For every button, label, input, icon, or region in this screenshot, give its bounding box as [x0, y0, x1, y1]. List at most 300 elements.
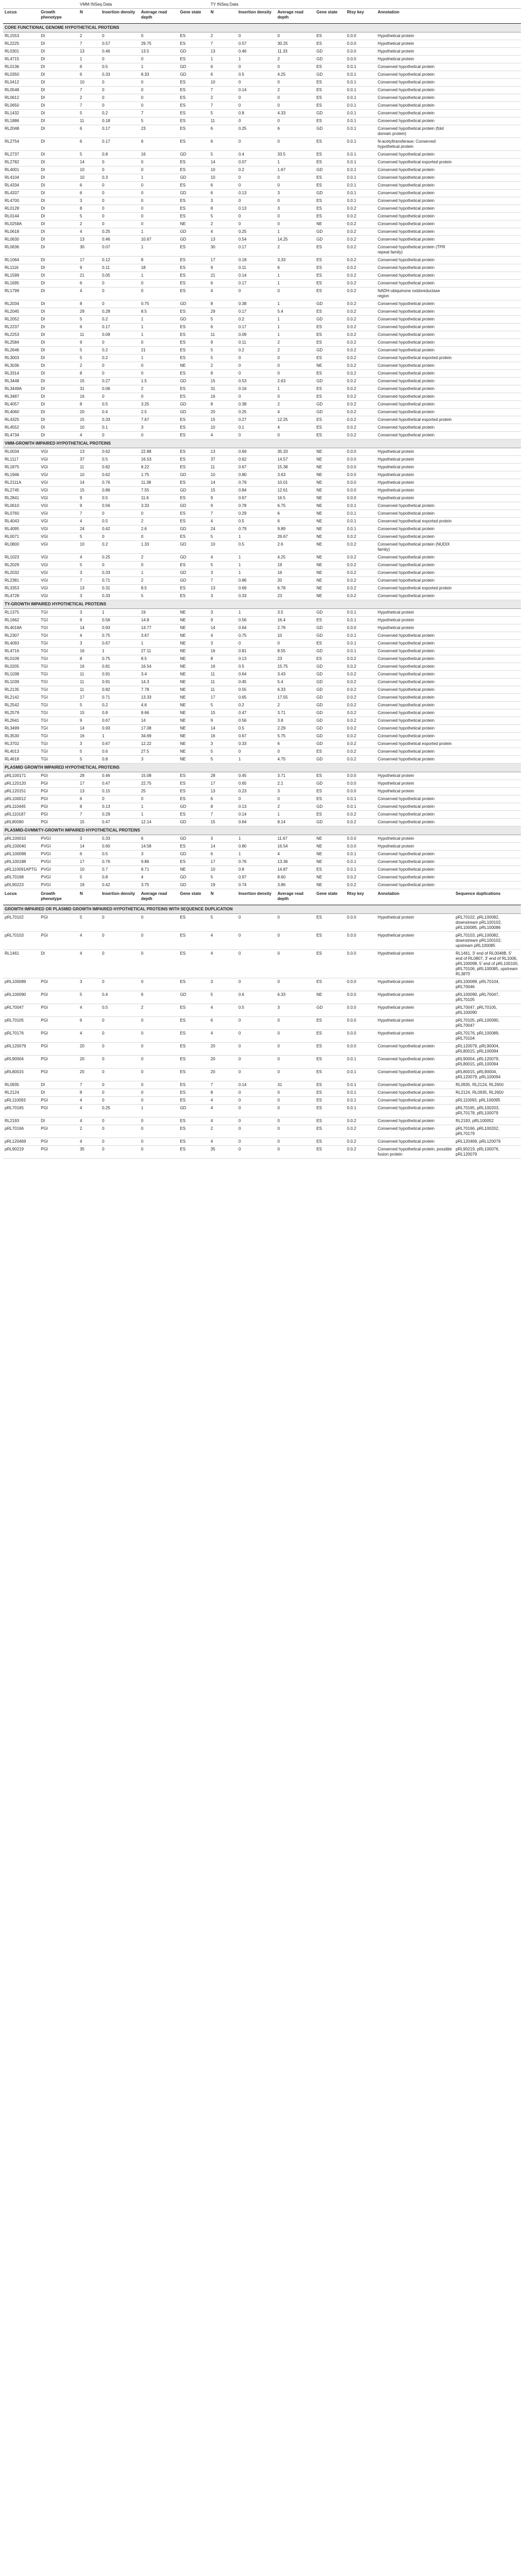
cell-gs: GD — [178, 63, 209, 71]
cell-dep2: 4.25 — [276, 71, 315, 79]
cell-locus: RL2307 — [3, 632, 39, 640]
cell-n2: 3 — [209, 569, 237, 577]
cell-n2: 3 — [209, 835, 237, 843]
cell-n: 14 — [78, 624, 100, 632]
cell-dep2: 1 — [276, 324, 315, 331]
cell-gs: ES — [178, 858, 209, 866]
cell-gs2: ES — [315, 914, 345, 932]
column-header: Average read depth — [276, 890, 315, 905]
cell-rtsy: 0.0.0 — [346, 56, 376, 63]
cell-n: 9 — [78, 717, 100, 725]
table-row — [3, 702, 521, 709]
cell-gs2: NE — [315, 479, 345, 487]
cell-seq: pRL120079, pRL90004, pRL80015, pRL100094 — [454, 1043, 521, 1056]
cell-ins: 0.56 — [100, 617, 140, 624]
cell-dep2: 0 — [276, 1017, 315, 1030]
cell-dep2: 0 — [276, 1138, 315, 1146]
cell-ann: Conserved hypothetical protein — [376, 1056, 454, 1069]
cell-locus: RL0128 — [3, 205, 39, 213]
cell-n2: 28 — [209, 772, 237, 780]
cell-gs2: ES — [315, 197, 345, 205]
cell-n2: 3 — [209, 197, 237, 205]
cell-dep: 8 — [140, 257, 179, 264]
cell-dep2: 0 — [276, 1105, 315, 1117]
cell-pheno: TGI — [39, 617, 78, 624]
cell-gs2: GD — [315, 702, 345, 709]
cell-pheno: DI — [39, 228, 78, 236]
cell-n: 5 — [78, 533, 100, 541]
cell-n: 19 — [78, 882, 100, 889]
cell-n2: 8 — [209, 803, 237, 811]
cell-gs: ES — [178, 1030, 209, 1043]
cell-gs: ES — [178, 117, 209, 125]
cell-n: 7 — [78, 1081, 100, 1089]
cell-ins2: 0 — [237, 978, 276, 991]
cell-gs2: ES — [315, 117, 345, 125]
cell-n2: 4 — [209, 432, 237, 439]
cell-locus: RL4728 — [3, 592, 39, 600]
section-title: CORE FUNCTIONAL GENOME HYPOTHETICAL PROTEINS — [3, 24, 521, 32]
cell-dep: 0.75 — [140, 300, 179, 308]
cell-gs: GD — [178, 174, 209, 182]
cell-dep2: 4.75 — [276, 756, 315, 764]
cell-dep: 2 — [140, 577, 179, 585]
column-header: Growth phenotype — [39, 890, 78, 905]
cell-ann: NADH-ubiquinone oxidoreductase region — [376, 287, 454, 300]
document — [0, 0, 524, 1160]
cell-n: 29 — [78, 308, 100, 316]
cell-ins2: 0.09 — [237, 331, 276, 339]
cell-gs: NE — [178, 686, 209, 694]
cell-dep2: 20 — [276, 577, 315, 585]
cell-ann: Hypothetical protein — [376, 617, 454, 624]
cell-ins2: 0.69 — [237, 448, 276, 456]
cell-ann: Hypothetical protein — [376, 780, 454, 788]
cell-pheno: VGI — [39, 487, 78, 495]
cell-rtsy: 0.0.2 — [346, 562, 376, 569]
cell-n: 16 — [78, 393, 100, 401]
cell-n: 3 — [78, 569, 100, 577]
table-row — [3, 125, 521, 138]
cell-n: 10 — [78, 166, 100, 174]
table-row — [3, 1146, 521, 1159]
cell-gs2: GD — [315, 632, 345, 640]
cell-n2: 6 — [209, 190, 237, 197]
cell-n2: 5 — [209, 316, 237, 324]
cell-gs2: GD — [315, 725, 345, 733]
cell-ins2: 0.14 — [237, 1081, 276, 1089]
cell-n: 5 — [78, 914, 100, 932]
cell-dep: 17.08 — [140, 725, 179, 733]
cell-ann: Hypothetical protein — [376, 56, 454, 63]
cell-rtsy: 0.0.1 — [346, 1097, 376, 1105]
cell-pheno: DI — [39, 94, 78, 102]
cell-rtsy: 0.0.0 — [346, 471, 376, 479]
cell-pheno: PGI — [39, 1097, 78, 1105]
cell-locus: RL4057 — [3, 401, 39, 409]
cell-n2: 14 — [209, 843, 237, 851]
cell-n: 5 — [78, 756, 100, 764]
cell-gs: ES — [178, 843, 209, 851]
cell-n2: 14 — [209, 725, 237, 733]
cell-dep2: 0 — [276, 978, 315, 991]
cell-n: 11 — [78, 686, 100, 694]
table-row — [3, 56, 521, 63]
cell-gs: NE — [178, 679, 209, 686]
cell-gs2: GD — [315, 819, 345, 826]
cell-locus: pRL120151 — [3, 788, 39, 795]
cell-ins2: 0.8 — [237, 110, 276, 117]
cell-ann: Conserved hypothetical protein — [376, 510, 454, 518]
cell-ins: 0.67 — [100, 740, 140, 748]
cell-gs: ES — [178, 1017, 209, 1030]
table-row — [3, 40, 521, 48]
cell-pheno: VGI — [39, 495, 78, 502]
cell-n: 9 — [78, 339, 100, 347]
cell-ann: Conserved hypothetical protein — [376, 272, 454, 280]
cell-dep: 0 — [140, 1030, 179, 1043]
cell-gs: GD — [178, 577, 209, 585]
cell-n2: 6 — [209, 851, 237, 858]
cell-ins: 0.62 — [100, 448, 140, 456]
cell-dep2: 8.60 — [276, 874, 315, 882]
cell-gs: ES — [178, 562, 209, 569]
cell-rtsy: 0.0.0 — [346, 843, 376, 851]
cell-gs2: ES — [315, 1030, 345, 1043]
cell-gs: ES — [178, 308, 209, 316]
table-row — [3, 1030, 521, 1043]
cell-dep2: 1 — [276, 385, 315, 393]
cell-ins2: 0.17 — [237, 280, 276, 287]
cell-dep: 3.75 — [140, 882, 179, 889]
table-row — [3, 788, 521, 795]
cell-locus: pRL70047 — [3, 1004, 39, 1017]
cell-rtsy: 0.0.0 — [346, 788, 376, 795]
cell-ann: Conserved hypothetical protein — [376, 378, 454, 385]
cell-ann: Conserved hypothetical protein — [376, 569, 454, 577]
cell-n: 6 — [78, 1017, 100, 1030]
cell-ins2: 0.14 — [237, 272, 276, 280]
cell-locus: pRL120120 — [3, 780, 39, 788]
cell-gs2: NE — [315, 471, 345, 479]
cell-dep: 0 — [140, 1117, 179, 1125]
cell-ann: Conserved hypothetical protein — [376, 87, 454, 94]
cell-pheno: PGI — [39, 788, 78, 795]
cell-n2: 6 — [209, 125, 237, 138]
cell-rtsy: 0.0.1 — [346, 640, 376, 648]
cell-ann: Conserved hypothetical protein — [376, 733, 454, 740]
cell-ann: Conserved hypothetical protein — [376, 221, 454, 228]
cell-dep: 0 — [140, 94, 179, 102]
cell-ins: 0.15 — [100, 788, 140, 795]
cell-locus: RL4715 — [3, 56, 39, 63]
cell-rtsy: 0.0.0 — [346, 835, 376, 843]
cell-ann: Conserved hypothetical protein — [376, 1043, 454, 1056]
cell-ins: 0.5 — [100, 851, 140, 858]
cell-pheno: DI — [39, 32, 78, 40]
cell-ann: Hypothetical protein — [376, 448, 454, 456]
cell-ann: Conserved hypothetical exported protein — [376, 585, 454, 592]
cell-gs2: NE — [315, 882, 345, 889]
cell-pheno: PVGI — [39, 866, 78, 874]
cell-rtsy: 0.0.2 — [346, 272, 376, 280]
table-row — [3, 541, 521, 554]
cell-n: 4 — [78, 518, 100, 526]
cell-ins: 0 — [100, 393, 140, 401]
cell-rtsy: 0.0.1 — [346, 526, 376, 533]
table-row — [3, 1056, 521, 1069]
cell-ins2: 0 — [237, 432, 276, 439]
cell-pheno: DI — [39, 79, 78, 87]
cell-dep: 7 — [140, 110, 179, 117]
cell-ins: 0 — [100, 32, 140, 40]
cell-gs: NE — [178, 725, 209, 733]
cell-n2: 10 — [209, 866, 237, 874]
cell-dep2: 2 — [276, 702, 315, 709]
cell-rtsy: 0.0.2 — [346, 717, 376, 725]
cell-ann: Conserved hypothetical protein — [376, 717, 454, 725]
cell-dep: 3.67 — [140, 632, 179, 640]
cell-pheno: TGI — [39, 740, 78, 748]
table-row — [3, 456, 521, 464]
column-header: Average read depth — [140, 890, 179, 905]
cell-gs: GD — [178, 569, 209, 577]
cell-n: 11 — [78, 117, 100, 125]
cell-dep: 7.78 — [140, 686, 179, 694]
cell-ins2: 0 — [237, 1056, 276, 1069]
cell-gs2: ES — [315, 1081, 345, 1089]
cell-pheno: VGI — [39, 448, 78, 456]
cell-gs: ES — [178, 1097, 209, 1105]
cell-ins2: 0 — [237, 950, 276, 978]
cell-dep2: 12.25 — [276, 416, 315, 424]
cell-pheno: PGI — [39, 1030, 78, 1043]
cell-dep: 5 — [140, 592, 179, 600]
cell-dep: 1 — [140, 228, 179, 236]
cell-n: 4 — [78, 1117, 100, 1125]
table-row — [3, 1117, 521, 1125]
cell-ins: 0.3 — [100, 174, 140, 182]
cell-gs: NE — [178, 748, 209, 756]
cell-dep2: 3 — [276, 1004, 315, 1017]
cell-ann: Conserved hypothetical exported protein — [376, 740, 454, 748]
cell-n: 28 — [78, 772, 100, 780]
cell-n2: 6 — [209, 324, 237, 331]
cell-n: 7 — [78, 40, 100, 48]
cell-gs2: GD — [315, 347, 345, 354]
cell-ann: Conserved hypothetical protein — [376, 1105, 454, 1117]
cell-ins: 0 — [100, 102, 140, 110]
cell-gs: ES — [178, 479, 209, 487]
cell-pheno: TGI — [39, 609, 78, 617]
cell-gs2: ES — [315, 432, 345, 439]
cell-ins: 0.8 — [100, 874, 140, 882]
cell-locus: RL2193 — [3, 1117, 39, 1125]
cell-ins2: 1 — [237, 756, 276, 764]
cell-gs: NE — [178, 740, 209, 748]
cell-dep2: 1 — [276, 272, 315, 280]
cell-gs2: NE — [315, 510, 345, 518]
cell-ins2: 0 — [237, 138, 276, 151]
cell-gs: ES — [178, 811, 209, 819]
table-row — [3, 686, 521, 694]
cell-rtsy: 0.0.1 — [346, 87, 376, 94]
cell-rtsy: 0.0.2 — [346, 339, 376, 347]
cell-locus: RL0258A — [3, 221, 39, 228]
cell-dep2: 1 — [276, 331, 315, 339]
cell-dep2: 1 — [276, 300, 315, 308]
cell-dep2: 17.55 — [276, 694, 315, 702]
cell-gs2: ES — [315, 1089, 345, 1097]
table-row — [3, 640, 521, 648]
cell-pheno: DI — [39, 331, 78, 339]
cell-n2: 13 — [209, 585, 237, 592]
cell-n2: 8 — [209, 205, 237, 213]
cell-dep: 18 — [140, 264, 179, 272]
table-row — [3, 914, 521, 932]
cell-n2: 16 — [209, 393, 237, 401]
cell-n: 13 — [78, 448, 100, 456]
cell-n: 8 — [78, 401, 100, 409]
cell-pheno: VGI — [39, 585, 78, 592]
cell-dep: 3 — [140, 424, 179, 432]
cell-ann: Hypothetical protein — [376, 456, 454, 464]
cell-n: 7 — [78, 102, 100, 110]
cell-locus: RL3036 — [3, 362, 39, 370]
cell-gs: ES — [178, 244, 209, 257]
cell-ins2: 0.2 — [237, 316, 276, 324]
cell-ann: Conserved hypothetical protein — [376, 592, 454, 600]
cell-dep: 0 — [140, 1125, 179, 1138]
cell-ins2: 0.53 — [237, 378, 276, 385]
cell-gs: NE — [178, 866, 209, 874]
cell-n: 1 — [78, 56, 100, 63]
cell-pheno: PGI — [39, 991, 78, 1004]
cell-n2: 15 — [209, 819, 237, 826]
table-row — [3, 110, 521, 117]
cell-gs2: ES — [315, 370, 345, 378]
cell-n: 6 — [78, 795, 100, 803]
cell-rtsy: 0.0.2 — [346, 393, 376, 401]
cell-n2: 4 — [209, 287, 237, 300]
cell-dep2: 2.63 — [276, 378, 315, 385]
cell-gs: NE — [178, 221, 209, 228]
cell-gs: ES — [178, 40, 209, 48]
cell-ins: 0.5 — [100, 1004, 140, 1017]
cell-ins2: 0.8 — [237, 866, 276, 874]
cell-n: 9 — [78, 495, 100, 502]
cell-dep2: 1 — [276, 280, 315, 287]
cell-dep2: 0 — [276, 795, 315, 803]
cell-ann: Hypothetical protein — [376, 914, 454, 932]
cell-pheno: PGI — [39, 1056, 78, 1069]
cell-locus: RL1038 — [3, 671, 39, 679]
cell-ins: 0.31 — [100, 585, 140, 592]
cell-n: 4 — [78, 554, 100, 562]
cell-gs: NE — [178, 709, 209, 717]
cell-ins: 0 — [100, 370, 140, 378]
cell-pheno: PGI — [39, 914, 78, 932]
cell-ann: Conserved hypothetical protein — [376, 182, 454, 190]
table-row — [3, 393, 521, 401]
cell-dep2: 0 — [276, 182, 315, 190]
cell-rtsy: 0.0.2 — [346, 221, 376, 228]
cell-ann: Conserved hypothetical protein — [376, 205, 454, 213]
column-header: Rtsy key — [346, 890, 376, 905]
cell-dep: 0 — [140, 510, 179, 518]
cell-ins: 0.57 — [100, 40, 140, 48]
cell-dep2: 8.14 — [276, 819, 315, 826]
cell-ins: 0.05 — [100, 272, 140, 280]
cell-ann: Conserved hypothetical protein — [376, 748, 454, 756]
cell-locus: RL3487 — [3, 393, 39, 401]
cell-gs: ES — [178, 287, 209, 300]
cell-n2: 5 — [209, 151, 237, 159]
cell-pheno: VGI — [39, 562, 78, 569]
cell-dep: 0 — [140, 287, 179, 300]
cell-ins: 0.33 — [100, 592, 140, 600]
cell-rtsy: 0.0.2 — [346, 424, 376, 432]
cell-pheno: DI — [39, 151, 78, 159]
cell-rtsy: 0.0.2 — [346, 725, 376, 733]
cell-gs: GD — [178, 300, 209, 308]
cell-rtsy: 0.0.1 — [346, 63, 376, 71]
cell-pheno: VGI — [39, 577, 78, 585]
cell-gs2: ES — [315, 287, 345, 300]
table-row — [3, 159, 521, 166]
cell-ins: 0.18 — [100, 117, 140, 125]
cell-locus: RL1875 — [3, 464, 39, 471]
cell-n: 17 — [78, 858, 100, 866]
cell-dep2: 0 — [276, 362, 315, 370]
cell-ann: Hypothetical protein — [376, 978, 454, 991]
cell-ins2: 1 — [237, 609, 276, 617]
cell-gs: ES — [178, 950, 209, 978]
cell-gs2: ES — [315, 151, 345, 159]
cell-locus: RL4716 — [3, 648, 39, 655]
cell-rtsy: 0.0.2 — [346, 679, 376, 686]
cell-dep: 0 — [140, 393, 179, 401]
cell-pheno: VGI — [39, 526, 78, 533]
cell-dep: 1 — [140, 316, 179, 324]
cell-rtsy: 0.0.1 — [346, 190, 376, 197]
cell-ins: 0.33 — [100, 71, 140, 79]
cell-ann: Conserved hypothetical protein — [376, 632, 454, 640]
cell-pheno: DI — [39, 264, 78, 272]
cell-dep: 2 — [140, 554, 179, 562]
cell-dep2: 2 — [276, 339, 315, 347]
cell-gs2: NE — [315, 495, 345, 502]
cell-rtsy: 0.0.1 — [346, 502, 376, 510]
cell-dep: 8.5 — [140, 655, 179, 663]
cell-ins: 0 — [100, 950, 140, 978]
cell-dep: 0 — [140, 102, 179, 110]
cell-ins: 0.09 — [100, 331, 140, 339]
cell-ann: Conserved hypothetical protein — [376, 562, 454, 569]
cell-n: 6 — [78, 190, 100, 197]
table-row — [3, 756, 521, 764]
cell-n: 5 — [78, 354, 100, 362]
cell-ins2: 0 — [237, 1017, 276, 1030]
cell-dep2: 4 — [276, 409, 315, 416]
cell-seq: pRL100089, pRL70104, pRL70046 — [454, 978, 521, 991]
table-row — [3, 416, 521, 424]
cell-n: 6 — [78, 851, 100, 858]
cell-ann: Hypothetical protein — [376, 1004, 454, 1017]
table-row — [3, 709, 521, 717]
cell-dep: 0 — [140, 56, 179, 63]
cell-gs2: ES — [315, 280, 345, 287]
